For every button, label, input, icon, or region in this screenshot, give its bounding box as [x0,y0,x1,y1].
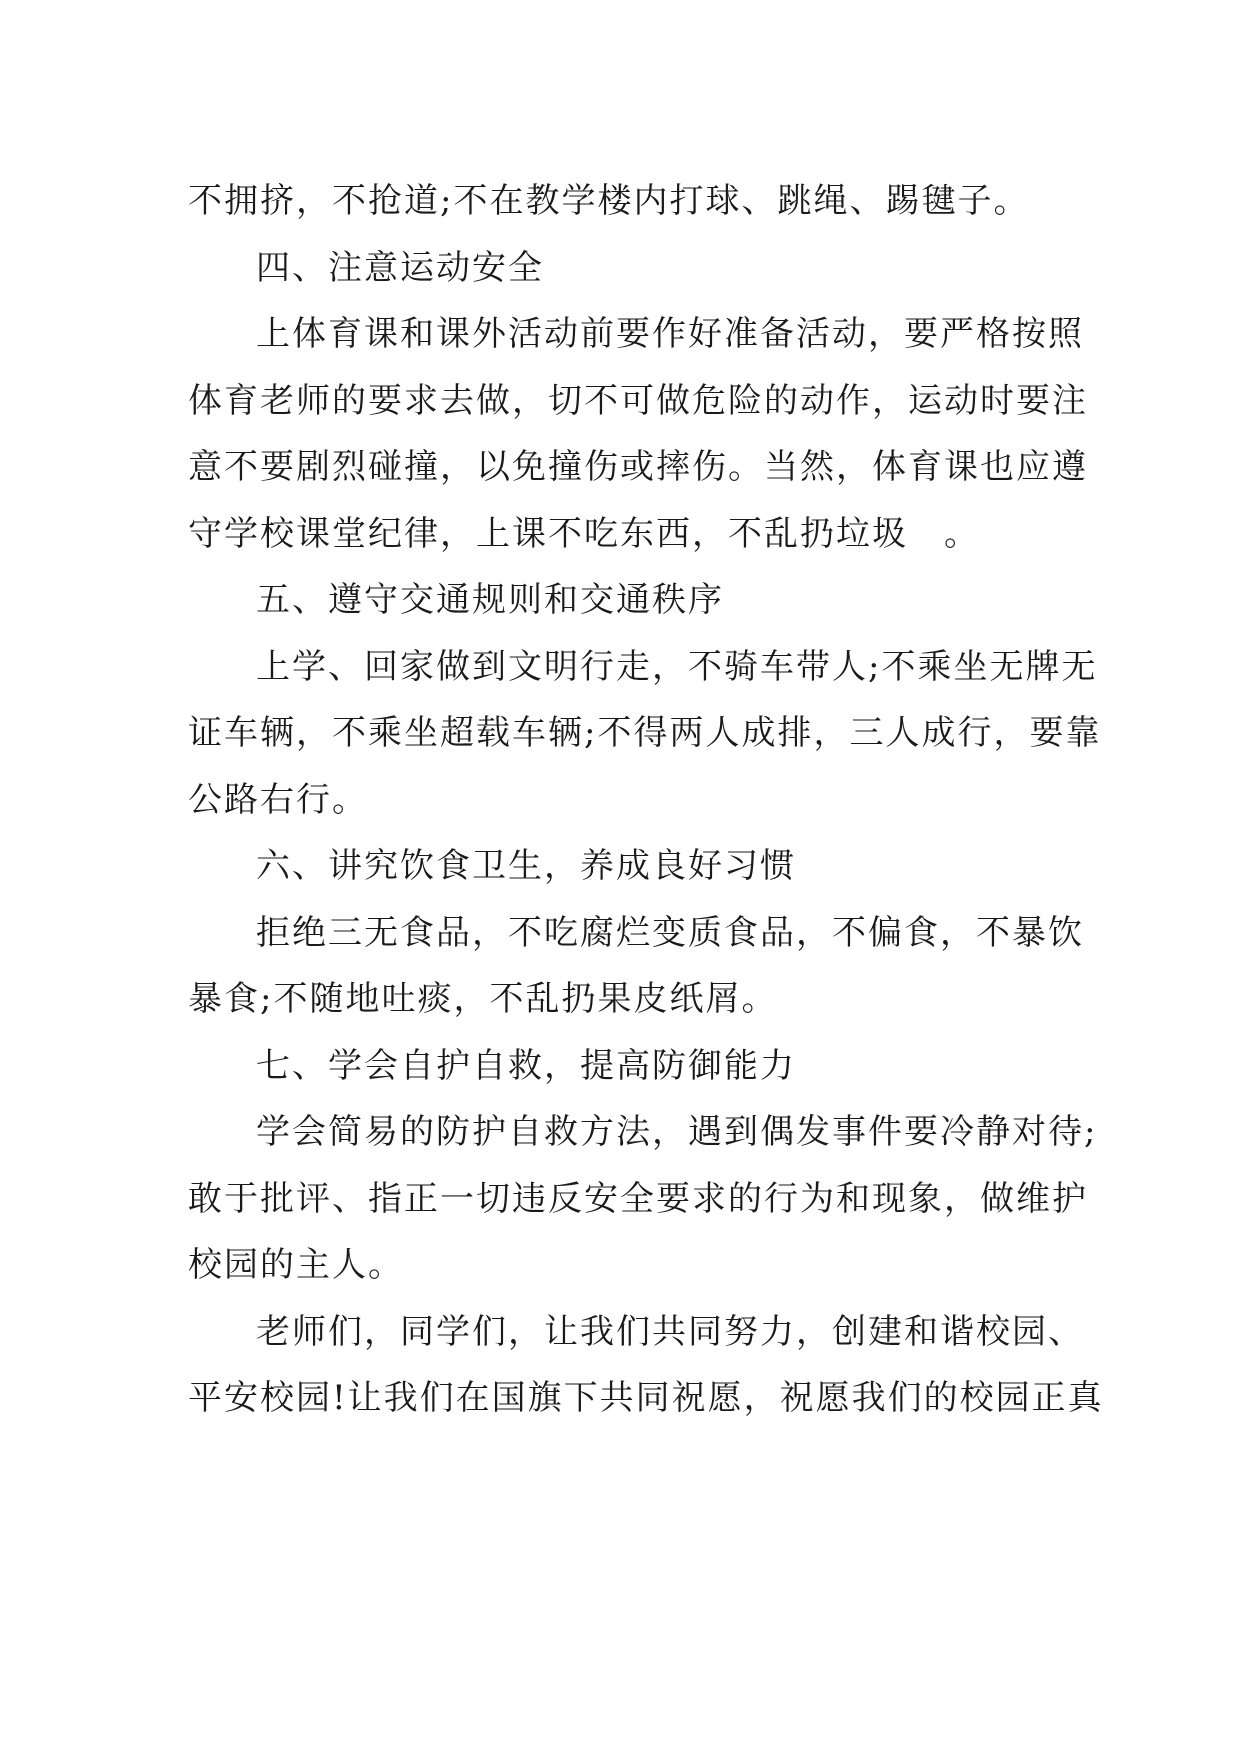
document-body [188,168,1104,1432]
text-line: 证车辆，不乘坐超载车辆;不得两人成排，三人成行，要靠 [188,713,1102,753]
text-line: 上体育课和课外活动前要作好准备活动，要严格按照 [256,314,1084,354]
text-line: 意不要剧烈碰撞，以免撞伤或摔伤。当然，体育课也应遵 [188,447,1088,487]
text-line: 守学校课堂纪律，上课不吃东西，不乱扔垃圾 。 [188,513,980,554]
section-heading: 六、讲究饮食卫生，养成良好习惯 [256,846,796,886]
text-line: 老师们，同学们，让我们共同努力，创建和谐校园、 [256,1311,1084,1352]
text-line: 上学、回家做到文明行走，不骑车带人;不乘坐无牌无 [256,646,1098,687]
section-heading: 五、遵守交通规则和交通秩序 [256,580,724,620]
section-heading: 四、注意运动安全 [256,247,544,288]
text-line: 不拥挤，不抢道;不在教学楼内打球、跳绳、踢毽子。 [188,181,1030,221]
text-line: 公路右行。 [188,779,368,820]
text-line: 校园的主人。 [188,1245,404,1285]
text-line: 学会简易的防护自救方法，遇到偶发事件要冷静对待; [256,1112,1098,1152]
text-line: 体育老师的要求去做，切不可做危险的动作，运动时要注 [188,380,1088,421]
text-line: 平安校园!让我们在国旗下共同祝愿，祝愿我们的校园正真 [188,1378,1104,1418]
text-line: 暴食;不随地吐痰，不乱扔果皮纸屑。 [188,979,778,1019]
text-line: 拒绝三无食品，不吃腐烂变质食品，不偏食，不暴饮 [256,912,1084,953]
section-heading: 七、学会自护自救，提高防御能力 [256,1045,796,1086]
text-line: 敢于批评、指正一切违反安全要求的行为和现象，做维护 [188,1178,1088,1219]
